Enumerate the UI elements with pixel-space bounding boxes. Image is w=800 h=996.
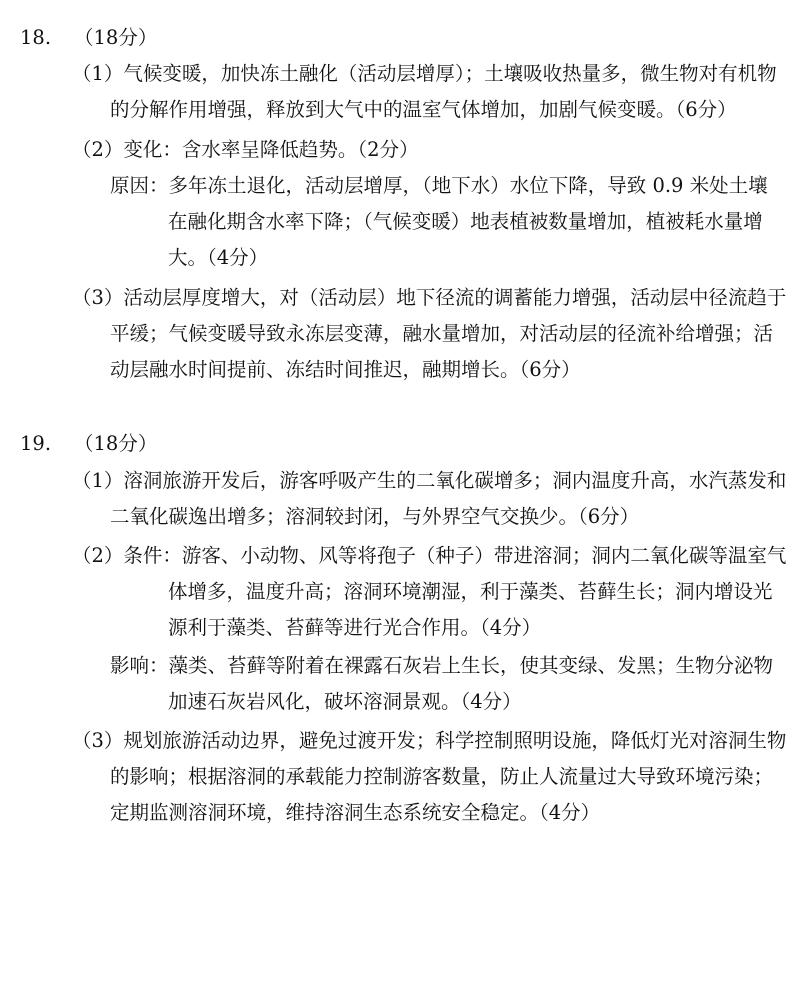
- answer-line: 的影响；根据溶洞的承载能力控制游客数量，防止人流量过大导致环境污染；: [110, 765, 774, 788]
- answer-line: （1）气候变暖，加快冻土融化（活动层增厚）；土壤吸收热量多，微生物对有机物: [72, 62, 777, 85]
- question-18-heading: [20, 22, 157, 50]
- answer-line: （2）条件：游客、小动物、风等将孢子（种子）带进溶洞；洞内二氧化碳等温室气: [72, 544, 787, 567]
- answer-line: 在融化期含水率下降；（气候变暖）地表植被数量增加，植被耗水量增: [168, 210, 763, 233]
- answer-line: 的分解作用增强，释放到大气中的温室气体增加，加剧气候变暖。（6分）: [110, 98, 737, 121]
- answer-line: 大。（4分）: [168, 246, 269, 269]
- answer-line: （3）规划旅游活动边界，避免过渡开发；科学控制照明设施，降低灯光对溶洞生物: [72, 729, 787, 752]
- question-19-heading: [20, 428, 157, 456]
- question-number: 18.: [20, 26, 52, 49]
- answer-line: （2）变化：含水率呈降低趋势。（2分）: [72, 138, 419, 161]
- question-points: （18分）: [74, 432, 158, 455]
- answer-line: 源利于藻类、苔藓等进行光合作用。（4分）: [168, 616, 542, 639]
- answer-line: 影响：藻类、苔藓等附着在裸露石灰岩上生长，使其变绿、发黑；生物分泌物: [110, 654, 774, 677]
- answer-line: 动层融水时间提前、冻结时间推迟，融期增长。（6分）: [110, 358, 581, 381]
- question-number: 19.: [20, 432, 52, 455]
- answer-line: 二氧化碳逸出增多；溶洞较封闭，与外界空气交换少。（6分）: [110, 505, 640, 528]
- answer-line: 加速石灰岩风化，破坏溶洞景观。（4分）: [168, 690, 522, 713]
- answer-line: 体增多，温度升高；溶洞环境潮湿，利于藻类、苔藓生长；洞内增设光: [168, 580, 773, 603]
- answer-line: （1）溶洞旅游开发后，游客呼吸产生的二氧化碳增多；洞内温度升高，水汽蒸发和: [72, 469, 787, 492]
- answer-line: 定期监测溶洞环境，维持溶洞生态系统安全稳定。（4分）: [110, 801, 601, 824]
- answer-line: 原因：多年冻土退化，活动层增厚，（地下水）水位下降，导致 0.9 米处土壤: [110, 174, 768, 197]
- answer-line: 平缓；气候变暖导致永冻层变薄，融水量增加，对活动层的径流补给增强；活: [110, 322, 774, 345]
- answer-line: （3）活动层厚度增大，对（活动层）地下径流的调蓄能力增强，活动层中径流趋于: [72, 286, 787, 309]
- question-points: （18分）: [74, 26, 158, 49]
